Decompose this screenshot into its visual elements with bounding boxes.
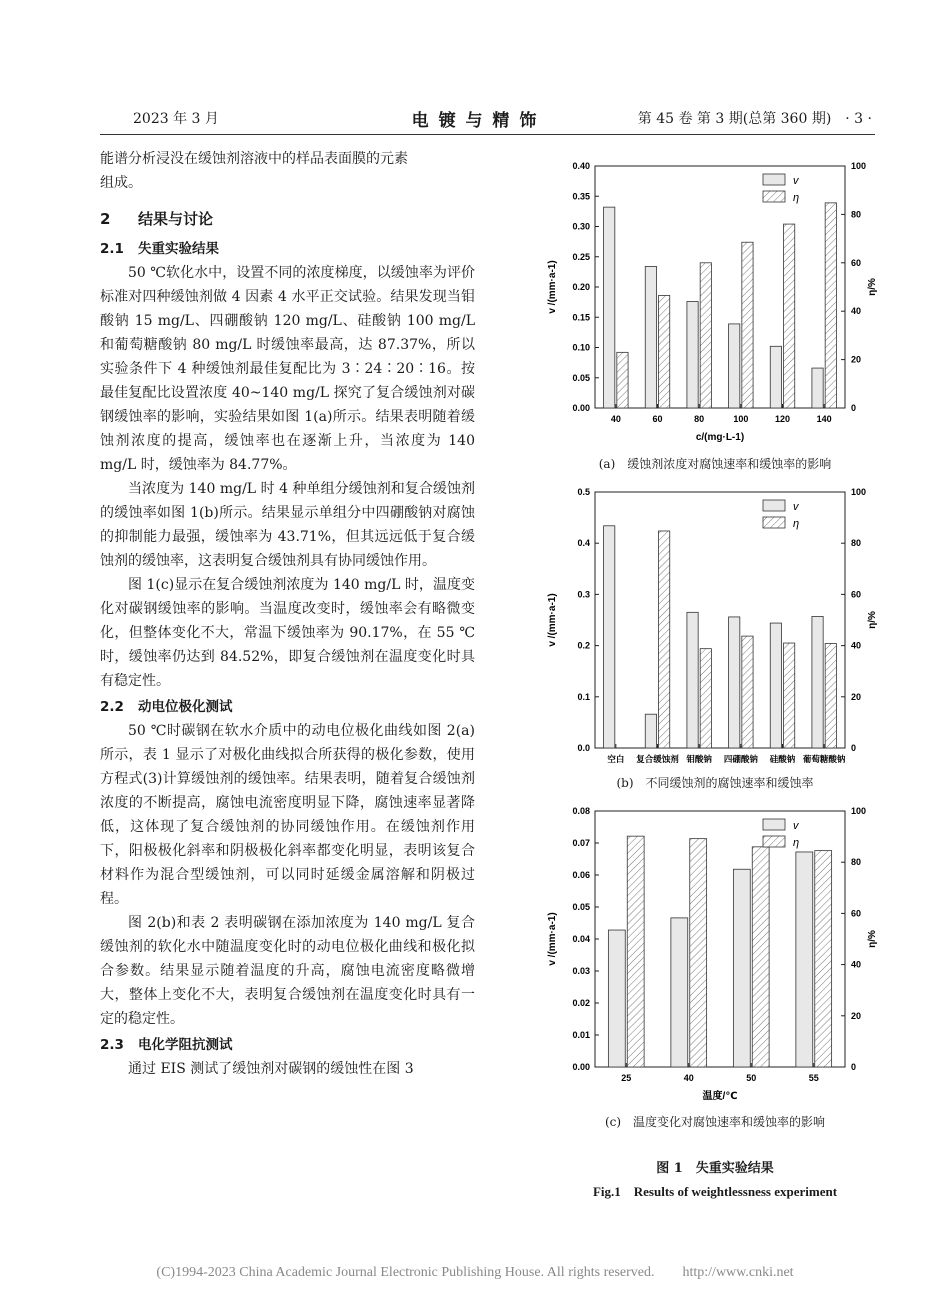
caption-1a: (a) 缓蚀剂浓度对腐蚀速率和缓蚀率的影响 bbox=[598, 457, 832, 471]
y-tick-label: 0.15 bbox=[572, 312, 590, 323]
chart-a-svg bbox=[535, 150, 895, 450]
bar-eta bbox=[659, 531, 670, 748]
paragraph-5: 图 2(b)和表 2 表明碳钢在添加浓度为 140 mg/L 复合缓蚀剂的软化水中随温度变化时的动电位极化曲线和极化拟合参数。结果显示随着温度的升高，腐蚀电流密度略微增大，整体上变化不大，表明复合缓蚀剂在温度变化时具有一定的稳定性。 bbox=[100, 915, 475, 1027]
plot-frame bbox=[595, 166, 845, 408]
y2-tick-label: 0 bbox=[851, 1062, 857, 1072]
legend-label-v: v bbox=[793, 175, 799, 187]
y-tick-label: 0.01 bbox=[572, 1030, 590, 1040]
legend-label-eta: η bbox=[793, 192, 800, 204]
x-tick-label: 葡萄糖酸钠 bbox=[802, 754, 846, 764]
x-tick-label: 55 bbox=[808, 1073, 819, 1083]
header-issue: 第 45 卷 第 3 期(总第 360 期) · 3 · bbox=[637, 111, 872, 127]
bar-v bbox=[604, 526, 615, 748]
x-tick-label: 40 bbox=[610, 414, 621, 424]
x-tick-label: 硅酸钠 bbox=[769, 754, 796, 764]
y-tick-label: 0.07 bbox=[572, 838, 590, 848]
para-0-line1: 能谱分析浸没在缓蚀剂溶液中的样品表面膜的元素 bbox=[100, 151, 408, 167]
y-tick-label: 0.00 bbox=[572, 1062, 590, 1072]
y-tick-label: 0.25 bbox=[572, 251, 590, 262]
y-tick-label: 0.06 bbox=[572, 870, 590, 880]
bar-eta bbox=[627, 836, 644, 1067]
header-rule bbox=[100, 134, 875, 135]
section-number: 2 bbox=[100, 210, 111, 228]
y2-tick-label: 100 bbox=[851, 806, 867, 816]
x-tick-label: 80 bbox=[694, 414, 705, 424]
bar-v bbox=[770, 346, 781, 408]
y-tick-label: 0.35 bbox=[572, 191, 590, 202]
y-tick-label: 0.3 bbox=[577, 589, 590, 600]
bar-v bbox=[687, 612, 698, 748]
y-tick-label: 0.03 bbox=[572, 966, 590, 976]
figure-1c bbox=[535, 797, 895, 1107]
bar-eta bbox=[784, 643, 795, 748]
y-tick-label: 0.02 bbox=[572, 998, 590, 1008]
bar-eta bbox=[659, 295, 670, 408]
section-2-3-heading bbox=[100, 1033, 475, 1057]
y2-tick-label: 20 bbox=[851, 354, 862, 365]
y-tick-label: 0.10 bbox=[572, 342, 590, 353]
bar-eta bbox=[815, 851, 832, 1067]
bar-v bbox=[796, 852, 813, 1067]
bar-v bbox=[812, 616, 823, 748]
y2-tick-label: 80 bbox=[851, 209, 862, 220]
plot-frame bbox=[595, 492, 845, 748]
section-number: 2.1 bbox=[100, 241, 124, 257]
legend-swatch-v bbox=[763, 500, 785, 511]
y-tick-label: 0.5 bbox=[577, 487, 590, 497]
bar-v bbox=[812, 368, 823, 408]
bar-v bbox=[687, 302, 698, 408]
y-axis-label: v /(mm·a-1) bbox=[547, 912, 558, 966]
y2-tick-label: 100 bbox=[851, 161, 867, 171]
y-axis-label: v /(mm·a-1) bbox=[547, 593, 558, 647]
section-2-2-heading bbox=[100, 695, 475, 719]
x-axis-label: c/(mg·L-1) bbox=[695, 432, 745, 443]
bar-v bbox=[604, 207, 615, 408]
x-tick-label: 25 bbox=[621, 1073, 632, 1083]
legend-label-v: v bbox=[793, 501, 799, 513]
section-2-1-heading bbox=[100, 237, 475, 261]
figure-1a bbox=[535, 150, 895, 450]
y-tick-label: 0.05 bbox=[572, 372, 590, 383]
y2-axis-label: η/% bbox=[867, 278, 878, 296]
figure-title-cn: 图 1 失重实验结果 bbox=[656, 1161, 774, 1176]
paragraph-2: 当浓度为 140 mg/L 时 4 种单组分缓蚀剂和复合缓蚀剂的缓蚀率如图 1(b)所示。结果显示单组分中四硼酸钠对腐蚀的抑制能力最强，缓蚀率为 43.71%，但其远远低于复合缓蚀剂的缓蚀率，这表明复合缓蚀剂具有协同缓蚀作用。 bbox=[100, 481, 475, 569]
y-tick-label: 0.1 bbox=[577, 691, 590, 702]
y2-tick-label: 60 bbox=[851, 257, 862, 268]
bar-eta bbox=[742, 636, 753, 748]
y-tick-label: 0.00 bbox=[572, 403, 590, 413]
bar-eta bbox=[784, 224, 795, 408]
y2-tick-label: 0 bbox=[851, 403, 857, 413]
bar-eta bbox=[742, 242, 753, 408]
legend-label-v: v bbox=[793, 820, 799, 832]
journal-title: 电 镀 与 精 饰 bbox=[411, 111, 539, 131]
y-tick-label: 0.0 bbox=[577, 743, 590, 753]
y-tick-label: 0.4 bbox=[577, 538, 590, 549]
section-title: 电化学阻抗测试 bbox=[138, 1037, 233, 1053]
y2-tick-label: 60 bbox=[851, 908, 862, 919]
section-number: 2.3 bbox=[100, 1037, 124, 1053]
bar-v bbox=[608, 930, 625, 1067]
x-tick-label: 四硼酸钠 bbox=[723, 754, 758, 764]
chart-c-svg bbox=[535, 797, 895, 1107]
y-tick-label: 0.05 bbox=[572, 902, 590, 912]
y2-tick-label: 100 bbox=[851, 487, 867, 497]
figure-title-en: Fig.1 Results of weightlessness experiment bbox=[592, 1184, 838, 1199]
bar-v bbox=[770, 623, 781, 748]
bar-eta bbox=[825, 203, 836, 408]
y2-tick-label: 60 bbox=[851, 589, 862, 600]
legend-label-eta: η bbox=[793, 518, 800, 530]
bar-eta bbox=[617, 352, 628, 408]
y2-tick-label: 20 bbox=[851, 1010, 862, 1021]
y-tick-label: 0.30 bbox=[572, 221, 590, 232]
bar-v bbox=[645, 714, 656, 748]
y2-axis-label: η/% bbox=[867, 611, 878, 629]
legend-label-eta: η bbox=[793, 837, 800, 849]
x-tick-label: 60 bbox=[652, 414, 663, 424]
section-title: 结果与讨论 bbox=[138, 210, 214, 228]
paragraph-3: 图 1(c)显示在复合缓蚀剂浓度为 140 mg/L 时，温度变化对碳钢缓蚀率的影响。当温度改变时，缓蚀率会有略微变化，但整体变化不大，常温下缓蚀率为 90.17%，在 55 ℃时，缓蚀率仍达到 84.52%，即复合缓蚀剂在温度变化时具有稳定性。 bbox=[100, 577, 475, 689]
legend-swatch-v bbox=[763, 174, 785, 185]
bar-eta bbox=[700, 649, 711, 748]
section-number: 2.2 bbox=[100, 699, 124, 715]
section-title: 失重实验结果 bbox=[138, 241, 219, 257]
bar-v bbox=[733, 869, 750, 1067]
legend-swatch-eta bbox=[763, 517, 785, 528]
legend-swatch-v bbox=[763, 819, 785, 830]
bar-v bbox=[645, 266, 656, 408]
y2-axis-label: η/% bbox=[867, 930, 878, 948]
y-tick-label: 0.04 bbox=[572, 934, 590, 944]
y-tick-label: 0.20 bbox=[572, 282, 590, 292]
copyright-footer: (C)1994-2023 China Academic Journal Electronic Publishing House. All rights reserved. http://www.cnki.net bbox=[156, 1265, 794, 1280]
x-tick-label: 50 bbox=[746, 1073, 757, 1083]
paragraph-6: 通过 EIS 测试了缓蚀剂对碳钢的缓蚀性在图 3 bbox=[128, 1061, 414, 1077]
y2-tick-label: 80 bbox=[851, 857, 862, 868]
y2-tick-label: 80 bbox=[851, 538, 862, 549]
bar-eta bbox=[700, 263, 711, 408]
legend-swatch-eta bbox=[763, 836, 785, 847]
bar-v bbox=[729, 617, 740, 748]
bar-v bbox=[729, 324, 740, 408]
body-text-column bbox=[100, 147, 475, 1081]
bar-v bbox=[671, 918, 688, 1067]
x-tick-label: 120 bbox=[774, 414, 791, 424]
x-tick-label: 钼酸钠 bbox=[686, 754, 712, 764]
y2-tick-label: 40 bbox=[851, 959, 862, 970]
x-axis-label: 温度/℃ bbox=[702, 1091, 738, 1102]
x-tick-label: 100 bbox=[733, 414, 749, 424]
y-axis-label: v /(mm·a-1) bbox=[547, 260, 558, 314]
caption-1c: (c) 温度变化对腐蚀速率和缓蚀率的影响 bbox=[604, 1115, 826, 1129]
para-0-line2: 组成。 bbox=[100, 175, 142, 191]
y2-tick-label: 0 bbox=[851, 743, 857, 753]
chart-b-svg bbox=[535, 480, 895, 775]
x-tick-label: 40 bbox=[683, 1073, 694, 1083]
y-tick-label: 0.2 bbox=[577, 640, 590, 651]
y2-tick-label: 20 bbox=[851, 691, 862, 702]
y2-tick-label: 40 bbox=[851, 640, 862, 651]
bar-eta bbox=[690, 839, 707, 1067]
section-title: 动电位极化测试 bbox=[138, 699, 233, 715]
x-tick-label: 空白 bbox=[607, 754, 625, 764]
paragraph-1: 50 ℃软化水中，设置不同的浓度梯度，以缓蚀率为评价标准对四种缓蚀剂做 4 因素 4 水平正交试验。结果发现当钼酸钠 15 mg/L、四硼酸钠 120 mg/L、硅酸钠 100 mg/L 和葡萄糖酸钠 80 mg/L 时缓蚀率最高，达 87.37%，所以实验条件下 4 种缓蚀剂最佳复配比为 3∶24∶20∶16。按最佳复配比设置浓度 40~140 mg/L 探究了复合缓蚀剂对碳钢缓蚀率的影响，实验结果如图 1(a)所示。结果表明随着缓蚀剂浓度的提高，缓蚀率也在逐渐上升，当浓度为 140 mg/L 时，缓蚀率为 84.77%。 bbox=[100, 265, 475, 473]
caption-1b: (b) 不同缓蚀剂的腐蚀速率和缓蚀率 bbox=[616, 776, 814, 790]
section-2-heading bbox=[100, 207, 475, 231]
bar-eta bbox=[752, 847, 769, 1067]
y-tick-label: 0.40 bbox=[572, 161, 590, 171]
legend-swatch-eta bbox=[763, 191, 785, 202]
x-tick-label: 140 bbox=[816, 414, 832, 424]
x-tick-label: 复合缓蚀剂 bbox=[636, 754, 679, 764]
y2-tick-label: 40 bbox=[851, 306, 862, 317]
figure-1b bbox=[535, 480, 895, 775]
y-tick-label: 0.08 bbox=[572, 806, 590, 816]
header-date: 2023 年 3 月 bbox=[133, 111, 219, 127]
paragraph-4: 50 ℃时碳钢在软水介质中的动电位极化曲线如图 2(a)所示，表 1 显示了对极化曲线拟合所获得的极化参数，使用方程式(3)计算缓蚀剂的缓蚀率。结果表明，随着复合缓蚀剂浓度的不断提高，腐蚀电流密度明显下降，腐蚀速率显著降低，这体现了复合缓蚀剂的协同缓蚀作用。在缓蚀剂作用下，阳极极化斜率和阴极极化斜率都变化明显，表明该复合材料作为混合型缓蚀剂，可以同时延缓金属溶解和阴极过程。 bbox=[100, 723, 475, 907]
bar-eta bbox=[825, 644, 836, 748]
